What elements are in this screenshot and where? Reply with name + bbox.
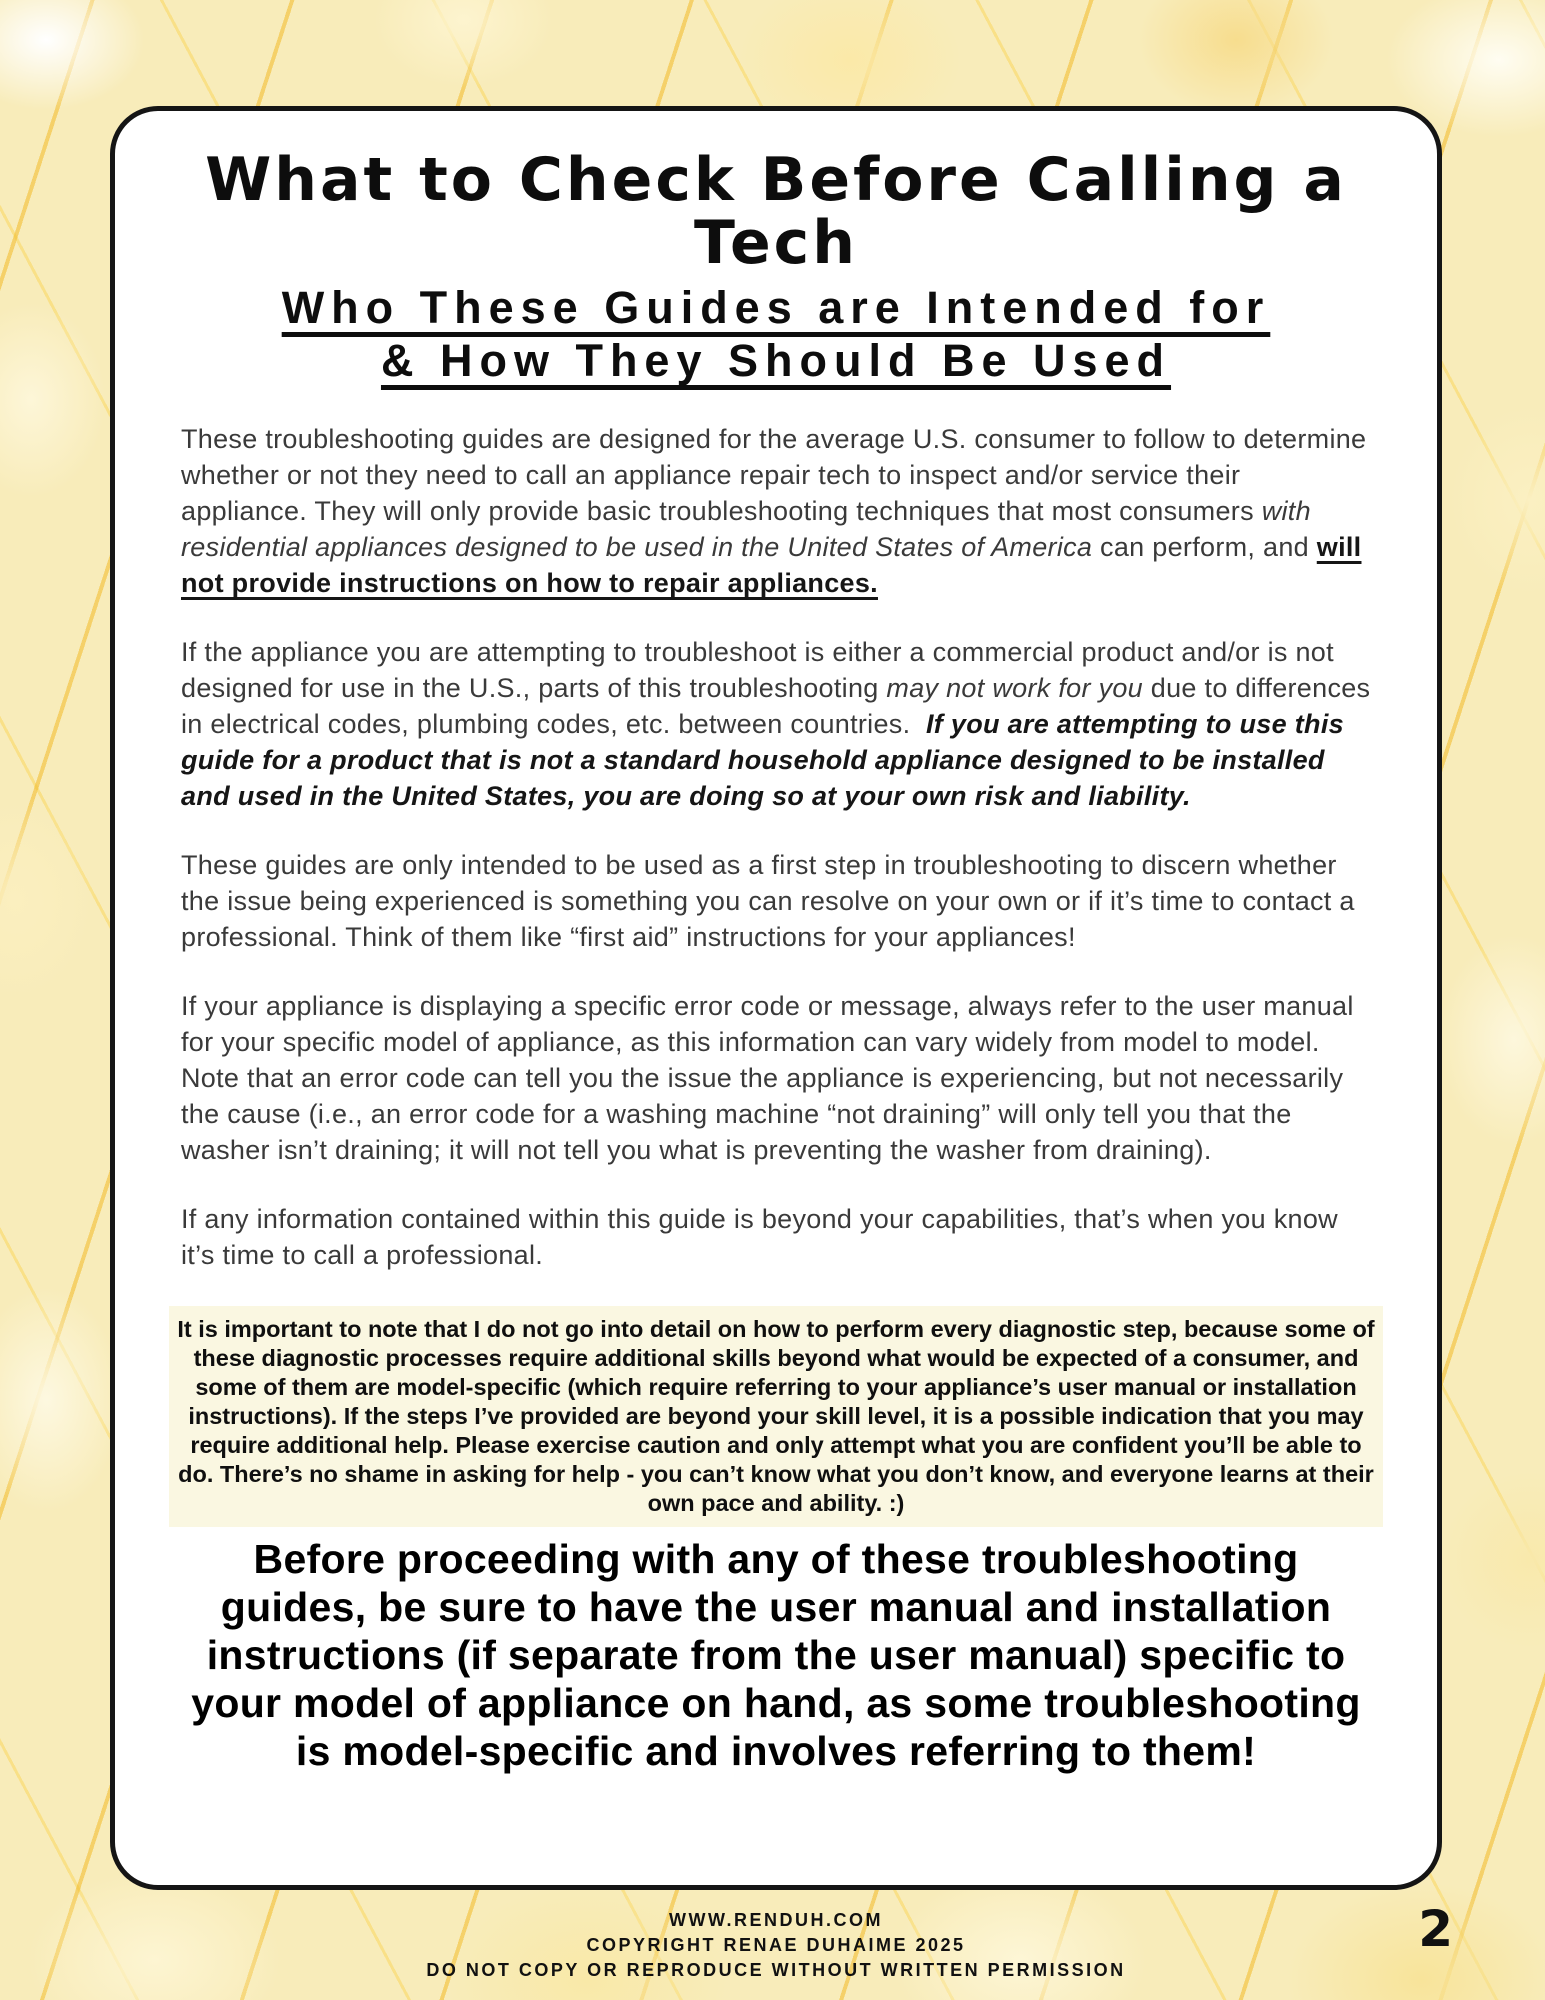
text-segment: These guides are only intended to be used as a first step in troubleshooting to discern whether the issue being experienced is something you can resolve on your own or if it’s time to contact a professional. Think of them like “first aid” instructions for your appliances! [181,850,1355,953]
footer-permission: DO NOT COPY OR REPRODUCE WITHOUT WRITTEN PERMISSION [426,1960,1126,1980]
paragraph [181,988,1371,1168]
text-segment: If the appliance you are attempting to troubleshoot is either a commercial product and/or is not designed for use in the U.S., parts of this troubleshooting [181,637,1334,704]
paragraph [181,634,1371,814]
text-segment: can perform, and [1092,532,1317,563]
subtitle-line-1: Who These Guides are Intended for [281,282,1271,333]
page-title: What to Check Before Calling a Tech [205,145,1347,278]
page-number: 2 [1418,1900,1453,1958]
footer [110,1908,1442,1983]
paragraph [181,1201,1371,1273]
footer-copyright: COPYRIGHT RENAE DUHAIME 2025 [586,1935,966,1955]
text-segment: If your appliance is displaying a specific error code or message, always refer to the user manual for your specific model of appliance, as this information can vary widely from model to model. Note that an error code can tell you the issue the appliance is experiencing, but not necessarily the cause (i.e., an error code for a washing machine “not draining” will only tell you that the washer isn’t draining; it will not tell you what is preventing the washer from draining). [181,991,1354,1166]
document-card [110,106,1442,1890]
text-segment: will not provide instructions on how to repair appliances. [181,532,1362,599]
text-segment: If any information contained within this guide is beyond your capabilities, that’s when you know it’s time to call a professional. [181,1204,1338,1271]
text-segment: due to differences in electrical codes, plumbing codes, etc. between countries. [181,673,1371,740]
paragraph [181,847,1371,955]
subtitle-line-2: & How They Should Be Used [380,335,1172,387]
footer-url: WWW.RENDUH.COM [669,1910,883,1930]
text-segment: If you are attempting to use this guide for a product that is not a standard household appliance designed to be installed and used in the United States, you are doing so at your own risk and liability. [181,709,1344,812]
text-segment: with residential appliances designed to be used in the United States of America [181,496,1311,563]
subtitle [181,281,1371,387]
closing-note: Before proceeding with any of these troubleshooting guides, be sure to have the user manual and installation instructions (if separate from the user manual) specific to your model of appliance on hand, as some troubleshooting is model-specific and involves referring to them! [191,1536,1361,1775]
paragraphs-section [181,421,1371,1273]
text-segment: may not work for you [886,673,1143,704]
paragraph [181,421,1371,601]
highlight-note: It is important to note that I do not go into detail on how to perform every diagnostic step, because some of these diagnostic processes require additional skills beyond what would be expected of a consumer, and some of them are model-specific (which require referring to your appliance’s user manual or installation instructions). If the steps I’ve provided are beyond your skill level, it is a possible indication that you may require additional help. Please exercise caution and only attempt what you are confident you’ll be able to do. There’s no shame in asking for help - you can’t know what you don’t know, and everyone learns at their own pace and ability. :) [169,1306,1383,1527]
text-segment: These troubleshooting guides are designed for the average U.S. consumer to follow to determine whether or not they need to call an appliance repair tech to inspect and/or service their appliance. They will only provide basic troubleshooting techniques that most consumers [181,424,1367,527]
